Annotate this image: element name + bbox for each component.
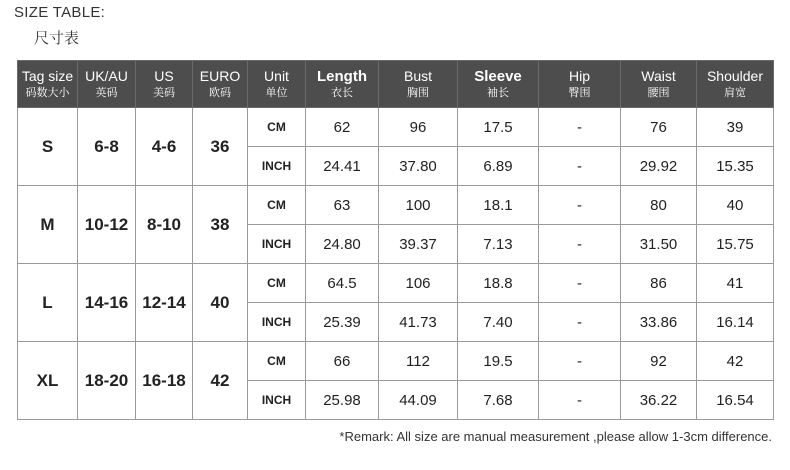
remark-note: *Remark: All size are manual measurement ,please allow 1-3cm difference. <box>339 429 772 444</box>
column-header <box>458 61 539 108</box>
euro-size-cell: 42 <box>193 342 248 420</box>
measurement-cell: 66 <box>306 342 379 381</box>
measurement-cell: 7.13 <box>458 225 539 264</box>
measurement-cell: 29.92 <box>621 147 697 186</box>
table-row <box>18 186 774 225</box>
page-subtitle: 尺寸表 <box>34 30 80 47</box>
uk-au-size-cell: 14-16 <box>78 264 136 342</box>
measurement-cell: - <box>539 264 621 303</box>
measurement-cell: 24.80 <box>306 225 379 264</box>
column-header-label-cn: 欧码 <box>209 87 231 99</box>
measurement-cell: - <box>539 303 621 342</box>
table-body <box>18 108 774 420</box>
measurement-cell: 41 <box>697 264 774 303</box>
uk-au-size-cell: 18-20 <box>78 342 136 420</box>
uk-au-size-cell: 6-8 <box>78 108 136 186</box>
column-header-label-cn: 英码 <box>95 87 118 99</box>
column-header-label: Hip <box>568 68 590 84</box>
measurement-cell: 92 <box>621 342 697 381</box>
measurement-cell: 40 <box>697 186 774 225</box>
measurement-cell: 96 <box>379 108 458 147</box>
unit-cell: INCH <box>248 225 306 264</box>
column-header <box>621 61 697 108</box>
measurement-cell: 16.54 <box>697 381 774 420</box>
column-header-label-cn: 肩宽 <box>724 87 746 99</box>
column-header <box>379 61 458 108</box>
measurement-cell: 100 <box>379 186 458 225</box>
tag-size-cell: M <box>18 186 78 264</box>
column-header <box>697 61 774 108</box>
column-header-label-cn: 单位 <box>265 87 288 99</box>
table-row <box>18 342 774 381</box>
tag-size-cell: XL <box>18 342 78 420</box>
column-header-label: Sleeve <box>474 68 522 85</box>
measurement-cell: 7.40 <box>458 303 539 342</box>
column-header-label: Shoulder <box>706 68 764 84</box>
euro-size-cell: 38 <box>193 186 248 264</box>
measurement-cell: 86 <box>621 264 697 303</box>
us-size-cell: 12-14 <box>136 264 193 342</box>
column-header <box>539 61 621 108</box>
column-header-label-cn: 臀围 <box>568 87 591 99</box>
header-row <box>18 61 774 108</box>
page-title: SIZE TABLE: <box>14 4 106 21</box>
column-header <box>18 61 78 108</box>
measurement-cell: - <box>539 225 621 264</box>
measurement-cell: 106 <box>379 264 458 303</box>
tag-size-cell: S <box>18 108 78 186</box>
column-header-label-cn: 腰围 <box>647 87 670 99</box>
unit-cell: INCH <box>248 303 306 342</box>
unit-cell: CM <box>248 186 306 225</box>
column-header-label-cn: 衣长 <box>331 87 353 99</box>
column-header <box>248 61 306 108</box>
measurement-cell: 7.68 <box>458 381 539 420</box>
measurement-cell: 39.37 <box>379 225 458 264</box>
measurement-cell: 33.86 <box>621 303 697 342</box>
measurement-cell: 18.8 <box>458 264 539 303</box>
unit-cell: CM <box>248 264 306 303</box>
euro-size-cell: 36 <box>193 108 248 186</box>
tag-size-cell: L <box>18 264 78 342</box>
measurement-cell: 19.5 <box>458 342 539 381</box>
size-table <box>17 60 774 420</box>
column-header-label: EURO <box>199 68 241 84</box>
column-header-label: Unit <box>264 68 289 84</box>
column-header-label-cn: 袖长 <box>487 87 509 99</box>
us-size-cell: 4-6 <box>136 108 193 186</box>
measurement-cell: 17.5 <box>458 108 539 147</box>
us-size-cell: 8-10 <box>136 186 193 264</box>
measurement-cell: - <box>539 147 621 186</box>
measurement-cell: 39 <box>697 108 774 147</box>
measurement-cell: 36.22 <box>621 381 697 420</box>
column-header-label-cn: 码数大小 <box>25 87 70 99</box>
measurement-cell: - <box>539 381 621 420</box>
measurement-cell: - <box>539 186 621 225</box>
measurement-cell: 15.75 <box>697 225 774 264</box>
table-row <box>18 108 774 147</box>
column-header-label: Bust <box>403 68 432 84</box>
measurement-cell: 15.35 <box>697 147 774 186</box>
table-row <box>18 264 774 303</box>
measurement-cell: 31.50 <box>621 225 697 264</box>
uk-au-size-cell: 10-12 <box>78 186 136 264</box>
measurement-cell: - <box>539 342 621 381</box>
unit-cell: CM <box>248 342 306 381</box>
measurement-cell: 112 <box>379 342 458 381</box>
measurement-cell: 24.41 <box>306 147 379 186</box>
measurement-cell: 16.14 <box>697 303 774 342</box>
measurement-cell: 25.98 <box>306 381 379 420</box>
measurement-cell: 37.80 <box>379 147 458 186</box>
measurement-cell: 44.09 <box>379 381 458 420</box>
column-header-label: US <box>154 68 174 84</box>
unit-cell: CM <box>248 108 306 147</box>
measurement-cell: 6.89 <box>458 147 539 186</box>
column-header-label: UK/AU <box>85 68 128 84</box>
unit-cell: INCH <box>248 381 306 420</box>
column-header <box>136 61 193 108</box>
column-header-label-cn: 美码 <box>153 87 175 99</box>
column-header-label: Waist <box>641 68 676 84</box>
column-header-label-cn: 胸围 <box>407 87 429 99</box>
measurement-cell: 42 <box>697 342 774 381</box>
measurement-cell: 76 <box>621 108 697 147</box>
column-header <box>306 61 379 108</box>
column-header-label: Tag size <box>21 68 74 84</box>
measurement-cell: 80 <box>621 186 697 225</box>
us-size-cell: 16-18 <box>136 342 193 420</box>
measurement-cell: 62 <box>306 108 379 147</box>
measurement-cell: 41.73 <box>379 303 458 342</box>
unit-cell: INCH <box>248 147 306 186</box>
table-header <box>18 61 774 108</box>
measurement-cell: - <box>539 108 621 147</box>
measurement-cell: 63 <box>306 186 379 225</box>
column-header-label: Length <box>317 68 367 85</box>
measurement-cell: 64.5 <box>306 264 379 303</box>
column-header <box>193 61 248 108</box>
euro-size-cell: 40 <box>193 264 248 342</box>
column-header <box>78 61 136 108</box>
measurement-cell: 18.1 <box>458 186 539 225</box>
measurement-cell: 25.39 <box>306 303 379 342</box>
